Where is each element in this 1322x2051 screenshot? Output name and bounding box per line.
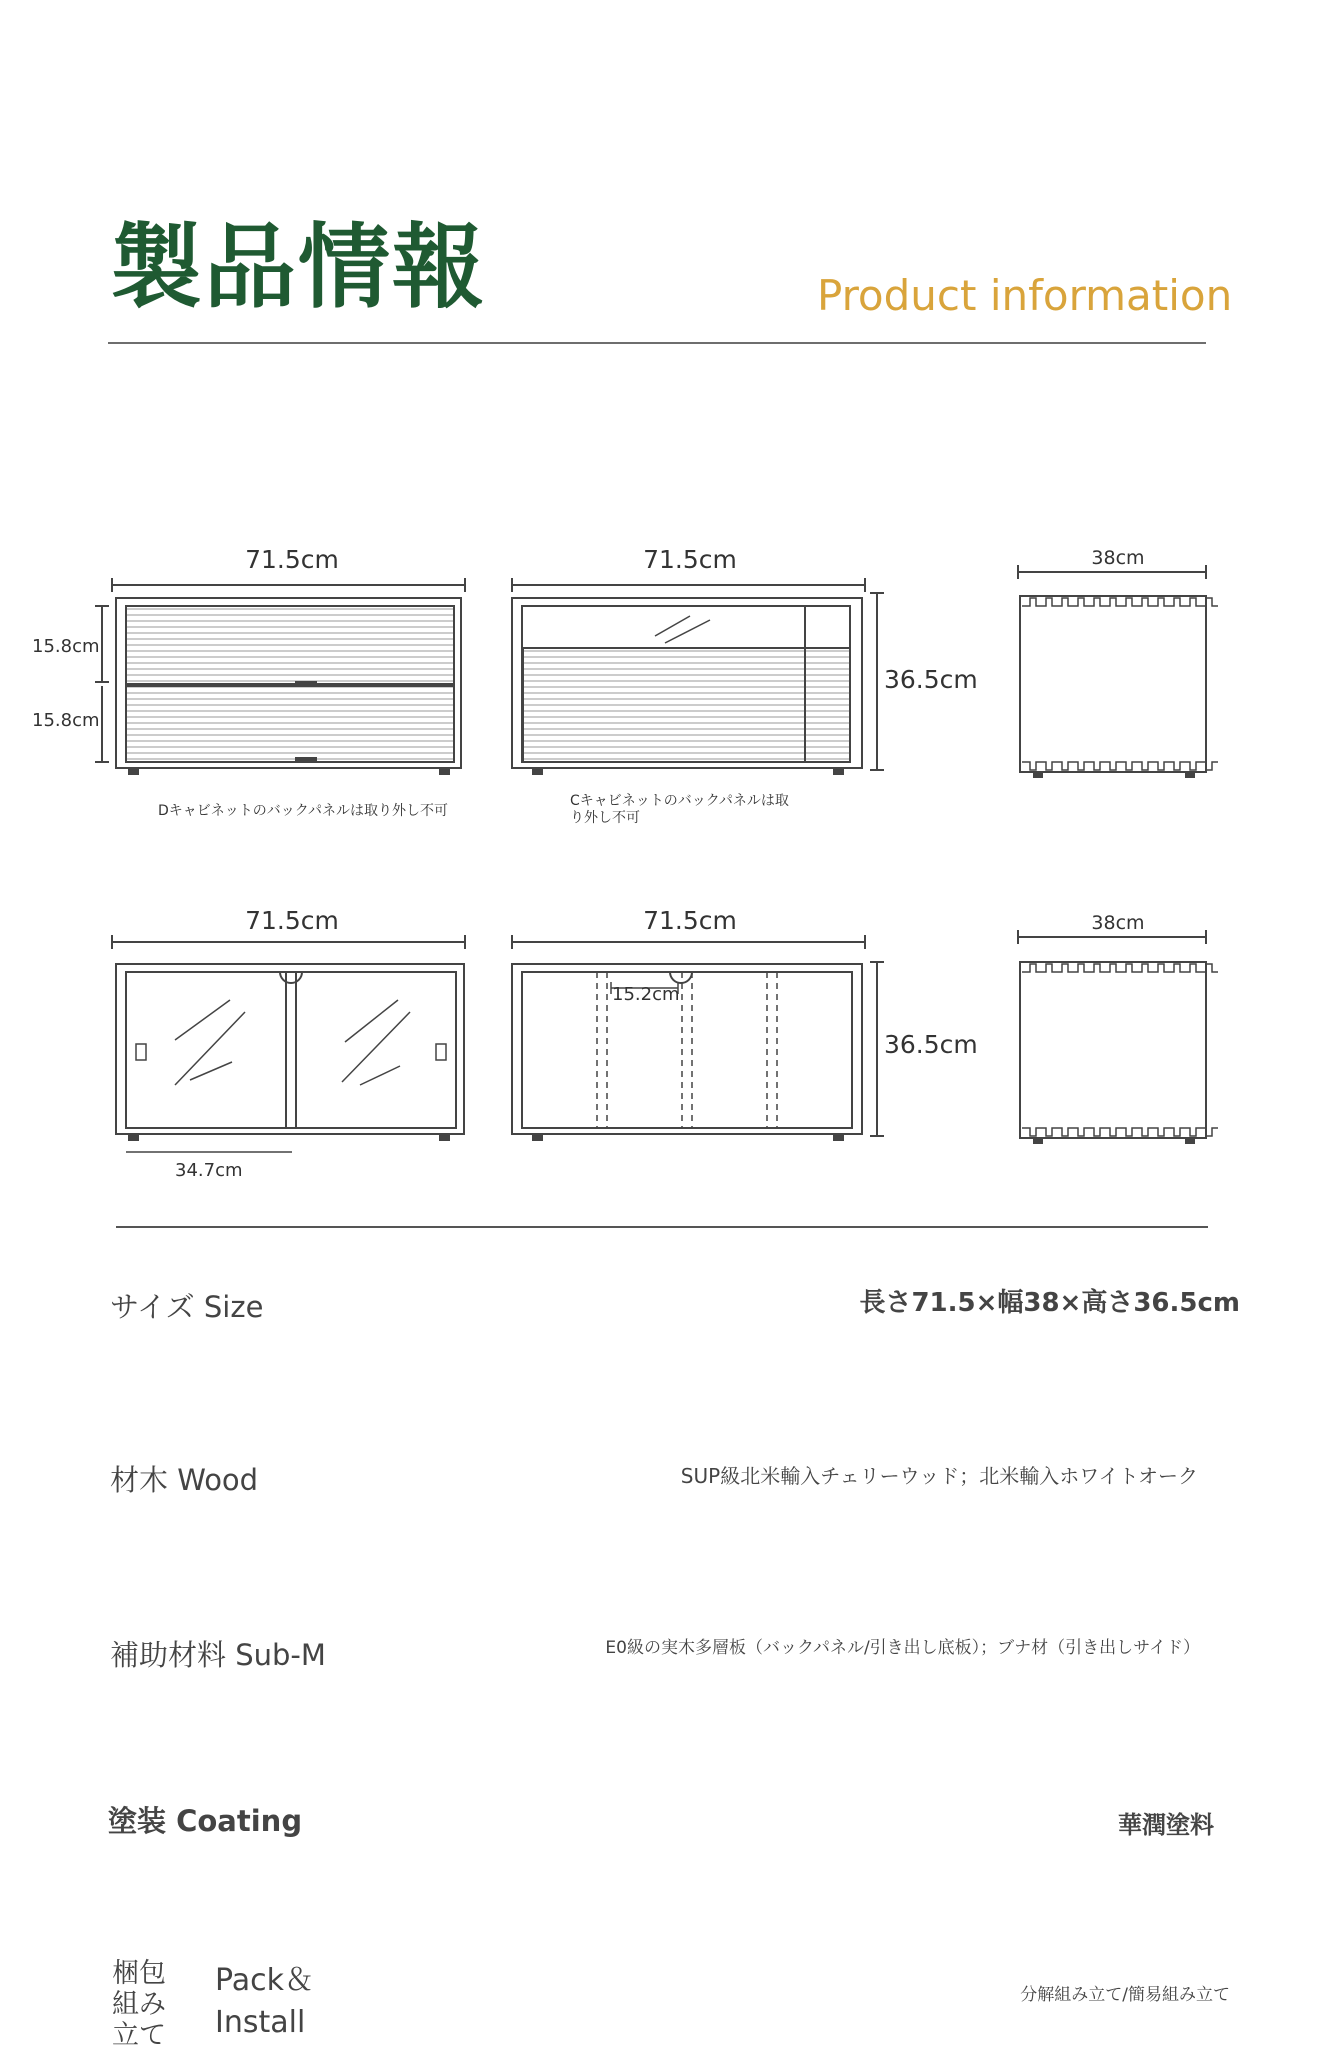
pack-label-jp-line3: 立て [112, 2020, 166, 2051]
width-label-bottom-mid: 71.5cm [643, 906, 737, 935]
note-c-cabinet-line2: り外し不可 [570, 810, 640, 826]
coating-label: 塗装 Coating [108, 1804, 303, 1838]
cabinet-side-view-top [1018, 565, 1218, 777]
width-label-bottom-left: 71.5cm [245, 906, 339, 935]
glass-door-cabinet-front [112, 935, 465, 1152]
note-c-cabinet-line1: Cキャビネットのバックパネルは取 [570, 793, 789, 809]
coating-value: 華潤塗料 [1118, 1811, 1214, 1839]
pack-label-jp [112, 1958, 166, 2051]
door-width-label: 34.7cm [175, 1160, 243, 1181]
pack-label-jp-line2: 組み [112, 1989, 166, 2020]
drawer-height-label-1: 15.8cm [32, 636, 100, 657]
wood-value: SUP級北米輸入チェリーウッド；北米輸入ホワイトオーク [680, 1464, 1198, 1488]
pack-install-value: 分解組み立て/簡易組み立て [1020, 1985, 1230, 2005]
depth-label-bottom: 38cm [1091, 912, 1145, 934]
page-title-en: Product information [817, 271, 1233, 320]
size-label: サイズ Size [110, 1290, 264, 1324]
drawer-cabinet-front [95, 578, 465, 774]
sub-material-label: 補助材料 Sub-M [110, 1638, 326, 1672]
pack-label-en [215, 1960, 314, 2044]
pack-label-en-line1: Pack＆ [215, 1963, 314, 1998]
pack-label-jp-line1: 梱包 [112, 1958, 166, 1989]
open-cabinet-front [512, 935, 884, 1140]
drawer-height-label-2: 15.8cm [32, 710, 100, 731]
width-label-top-left: 71.5cm [245, 545, 339, 574]
section-divider [116, 1226, 1208, 1228]
height-label-top: 36.5cm [884, 665, 978, 694]
cabinet-side-view-bottom [1018, 930, 1218, 1143]
height-label-bottom: 36.5cm [884, 1030, 978, 1059]
size-value: 長さ71.5×幅38×高さ36.5cm [859, 1288, 1240, 1318]
pack-label-en-line2: Install [215, 2005, 306, 2040]
sub-material-value: E0級の実木多層板（バックパネル/引き出し底板）；ブナ材（引き出しサイド） [605, 1638, 1200, 1658]
display-cabinet-front [512, 578, 884, 774]
inner-gap-label: 15.2cm [612, 984, 680, 1005]
wood-label: 材木 Wood [110, 1463, 259, 1497]
note-d-cabinet: Dキャビネットのバックパネルは取り外し不可 [158, 803, 448, 819]
page-title-jp: 製品情報 [110, 214, 487, 321]
width-label-top-mid: 71.5cm [643, 545, 737, 574]
depth-label-top: 38cm [1091, 547, 1145, 569]
